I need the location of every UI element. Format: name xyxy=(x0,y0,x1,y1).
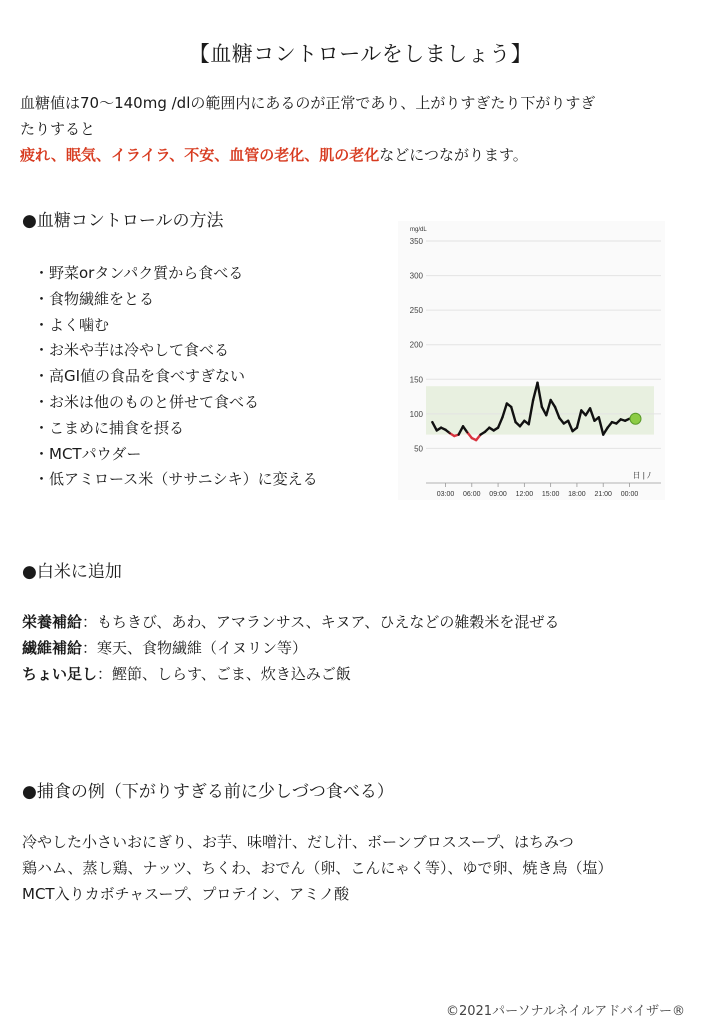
rice-row-text: ：寒天、食物繊維（イヌリン等） xyxy=(82,639,308,657)
data-point xyxy=(589,407,591,409)
intro-line-2: たりすると xyxy=(20,120,96,138)
snack-line: 鶏ハム、蒸し鶏、ナッツ、ちくわ、おでん（卵、こんにゃく等）、ゆで卵、焼き鳥（塩） xyxy=(22,859,613,877)
methods-list xyxy=(34,261,394,493)
data-point xyxy=(436,430,438,432)
rice-heading: ●白米に追加 xyxy=(22,562,122,582)
rice-list xyxy=(22,609,559,687)
copyright-footer: ©2021パーソナルネイルアドバイザー® xyxy=(445,1004,685,1019)
x-tick-label: 12:00 xyxy=(515,491,534,498)
page-title: 【血糖コントロールをしましょう】 xyxy=(188,42,533,66)
methods-heading: ●血糖コントロールの方法 xyxy=(22,211,224,231)
data-point xyxy=(545,414,547,416)
data-point xyxy=(620,418,622,420)
rice-row-text: ：もちきび、あわ、アマランサス、キヌア、ひえなどの雑穀米を混ぜる xyxy=(82,613,560,631)
data-point xyxy=(484,431,486,433)
data-point xyxy=(624,420,626,422)
data-point xyxy=(576,427,578,429)
data-point xyxy=(559,417,561,419)
list-item: ・高GI値の食品を食べすぎない xyxy=(34,367,246,386)
data-point xyxy=(519,425,521,427)
data-point xyxy=(480,434,482,436)
y-tick-label: 200 xyxy=(409,340,423,350)
data-point xyxy=(475,439,477,441)
y-axis-unit-label: mg/dL xyxy=(410,227,427,233)
data-point xyxy=(611,421,613,423)
data-point xyxy=(523,420,525,422)
list-item: ・こまめに捕食を摂る xyxy=(34,418,185,437)
snack-line: MCT入りカボチャスープ、プロテイン、アミノ酸 xyxy=(22,885,350,903)
rice-row-label: 繊維補給 xyxy=(22,639,83,657)
corner-label: 日 | ﾉ xyxy=(632,471,651,480)
data-point xyxy=(563,423,565,425)
glucose-chart-svg xyxy=(398,221,665,500)
data-point xyxy=(528,423,530,425)
data-point xyxy=(506,403,508,405)
x-tick-label: 03:00 xyxy=(436,491,455,498)
data-point xyxy=(607,427,609,429)
rice-row xyxy=(22,609,559,635)
rice-row-label: ちょい足し xyxy=(22,665,98,683)
data-point xyxy=(550,399,552,401)
data-point xyxy=(541,406,543,408)
snack-heading: ●捕食の例（下がりすぎる前に少しづつ食べる） xyxy=(22,782,394,802)
intro-line-1: 血糖値は70〜140mg /dlの範囲内にあるのが正常であり、上がりすぎたり下がりすぎ xyxy=(20,94,596,112)
data-point xyxy=(580,410,582,412)
data-point xyxy=(598,416,600,418)
data-point xyxy=(615,423,617,425)
list-item: ・よく噛む xyxy=(34,315,110,334)
data-point xyxy=(602,434,604,436)
data-point xyxy=(449,432,451,434)
data-point xyxy=(554,406,556,408)
data-point xyxy=(572,430,574,432)
data-point xyxy=(453,435,455,437)
rice-row xyxy=(22,661,559,687)
data-point xyxy=(445,429,447,431)
list-item: ・食物繊維をとる xyxy=(34,289,155,308)
y-tick-label: 250 xyxy=(409,306,423,316)
intro-tail: などにつながります。 xyxy=(379,146,528,164)
glucose-chart xyxy=(398,221,665,500)
data-point xyxy=(458,434,460,436)
list-item: ・野菜orタンパク質から食べる xyxy=(34,264,244,282)
list-item: ・お米や芋は冷やして食べる xyxy=(34,341,230,360)
data-point xyxy=(497,427,499,429)
y-tick-label: 100 xyxy=(409,409,423,419)
x-tick-label: 15:00 xyxy=(541,491,560,498)
y-tick-label: 50 xyxy=(414,444,423,454)
data-point xyxy=(493,430,495,432)
x-tick-label: 00:00 xyxy=(620,491,639,498)
snack-line: 冷やした小さいおにぎり、お芋、味噌汁、だし汁、ボーンブロススープ、はちみつ xyxy=(22,833,574,851)
current-value-marker xyxy=(630,413,641,424)
snack-list xyxy=(22,829,613,907)
data-point xyxy=(567,420,569,422)
data-point xyxy=(488,427,490,429)
data-point xyxy=(467,432,469,434)
intro-paragraph xyxy=(20,90,705,168)
x-tick-label: 06:00 xyxy=(463,491,481,498)
x-tick-label: 18:00 xyxy=(568,491,586,498)
data-point xyxy=(431,421,433,423)
data-point xyxy=(594,420,596,422)
x-tick-label: 09:00 xyxy=(489,491,507,498)
data-point xyxy=(502,416,504,418)
list-item: ・低アミロース米（ササニシキ）に変える xyxy=(34,470,318,489)
y-tick-label: 300 xyxy=(409,271,423,281)
list-item: ・MCTパウダー xyxy=(34,444,142,463)
y-tick-label: 150 xyxy=(409,375,423,385)
list-item: ・お米は他のものと併せて食べる xyxy=(34,392,260,411)
intro-highlight: 疲れ、眠気、イライラ、不安、血管の老化、肌の老化 xyxy=(20,146,380,164)
rice-row-text: ：鰹節、しらす、ごま、炊き込みご飯 xyxy=(97,665,351,683)
data-point xyxy=(515,421,517,423)
rice-row xyxy=(22,635,559,661)
x-tick-label: 21:00 xyxy=(594,491,612,498)
data-point xyxy=(440,427,442,429)
y-tick-label: 350 xyxy=(409,237,423,246)
data-point xyxy=(585,414,587,416)
data-point xyxy=(537,382,539,384)
data-point xyxy=(532,399,534,401)
rice-row-label: 栄養補給 xyxy=(22,613,83,631)
intro-line-3 xyxy=(20,142,705,168)
data-point xyxy=(471,437,473,439)
data-point xyxy=(510,406,512,408)
data-point xyxy=(462,425,464,427)
